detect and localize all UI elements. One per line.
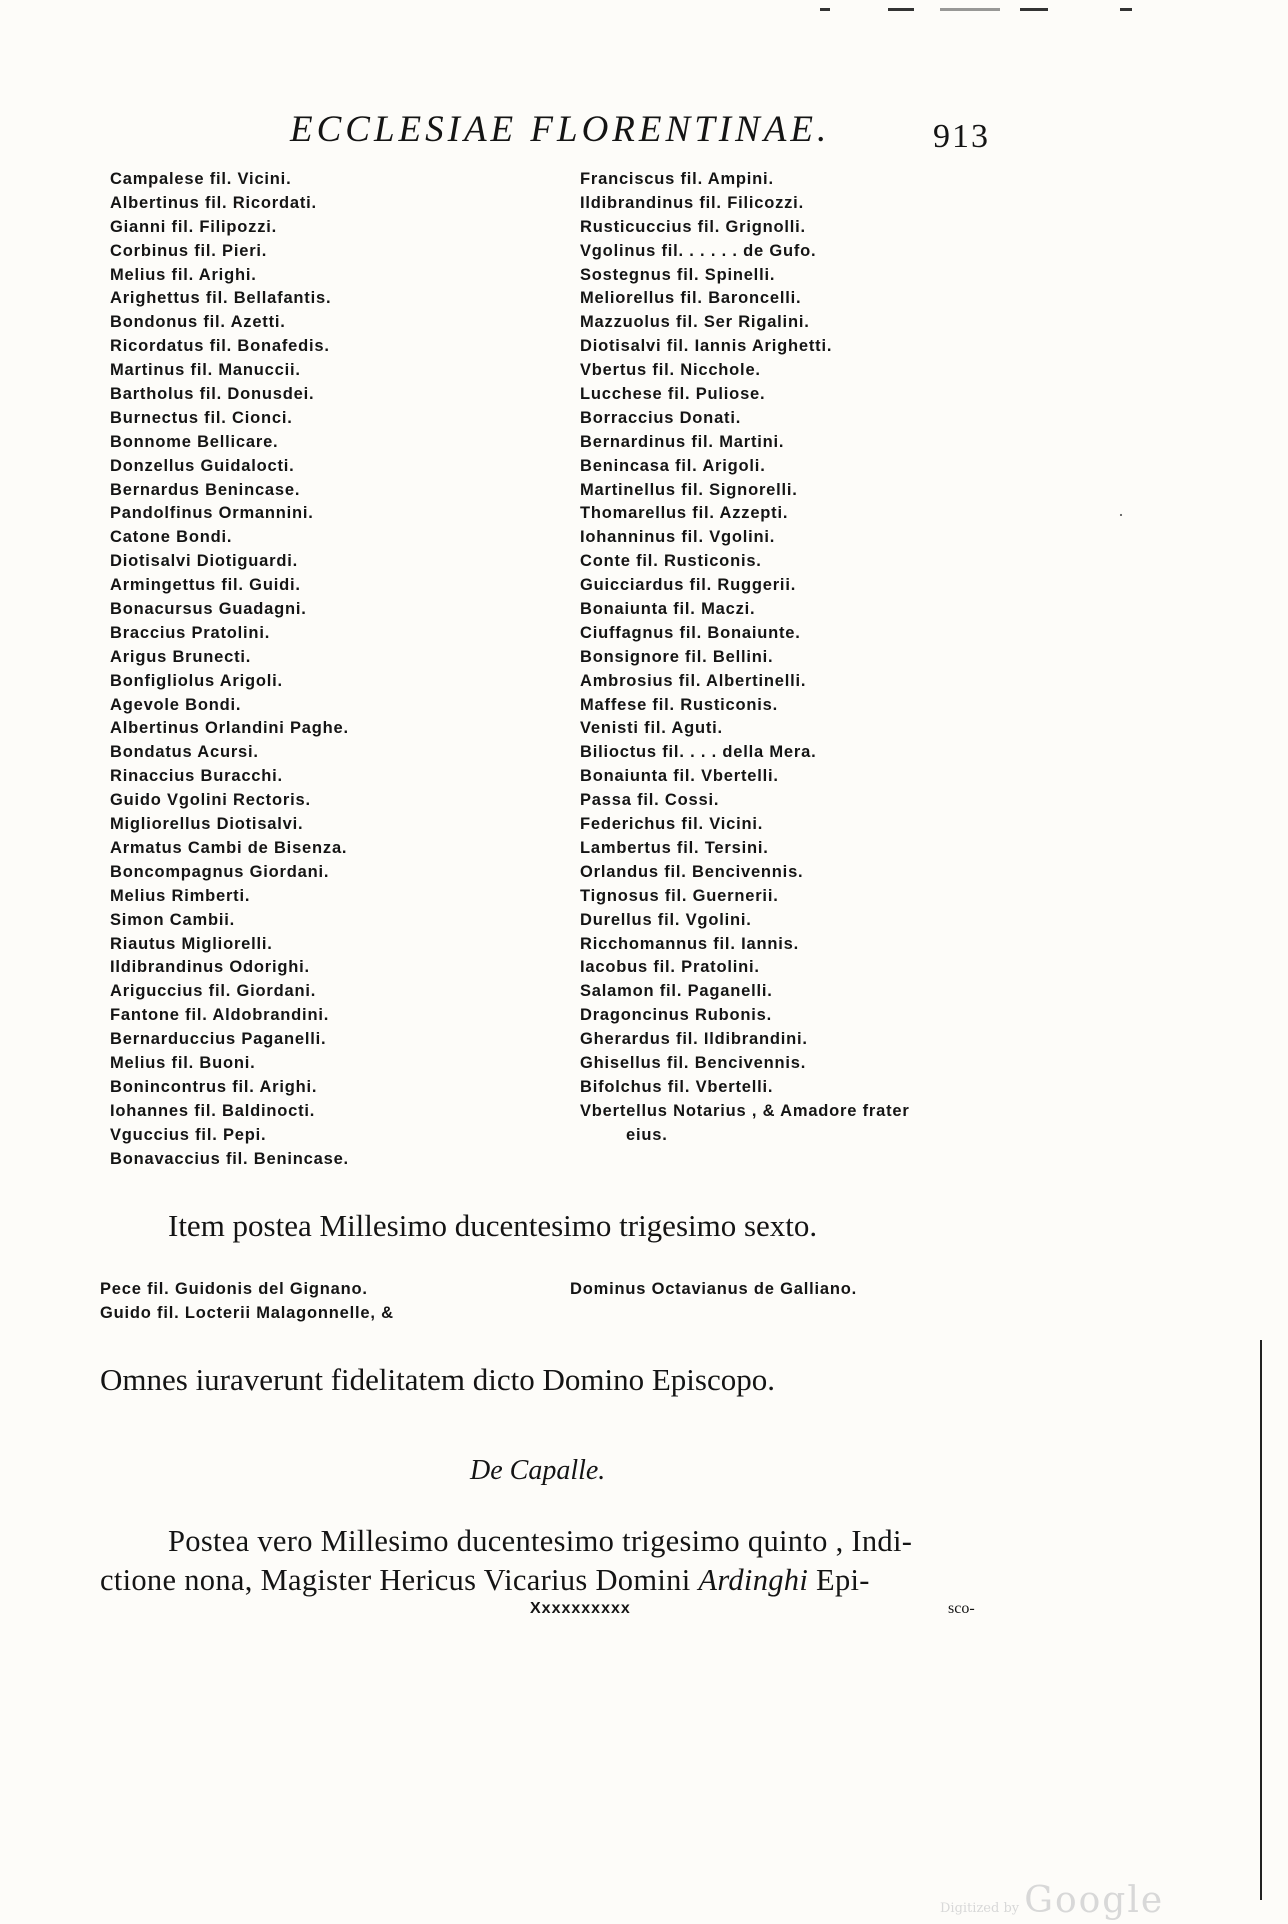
name-entry: Iohanninus fil. Vgolini.	[580, 528, 776, 547]
name-entry: Ricordatus fil. Bonafedis.	[110, 337, 330, 356]
name-entry: Ciuffagnus fil. Bonaiunte.	[580, 623, 801, 642]
name-entry: Melius fil. Buoni.	[110, 1053, 256, 1072]
name-entry: Salamon fil. Paganelli.	[580, 982, 773, 1001]
name-entry: Bondonus fil. Azetti.	[110, 313, 286, 332]
page-number: 913	[933, 118, 990, 155]
name-entry: Vgolinus fil. . . . . . de Gufo.	[580, 241, 817, 260]
section-title: De Capalle.	[470, 1455, 606, 1486]
name-entry: Bonaiunta fil. Maczi.	[580, 600, 756, 619]
name-entry: Durellus fil. Vgolini.	[580, 910, 752, 929]
name-entry: Simon Cambii.	[110, 910, 235, 929]
name-entry: Bonfigliolus Arigoli.	[110, 671, 283, 690]
name-entry: Passa fil. Cossi.	[580, 791, 720, 810]
name-entry: Ildibrandinus fil. Filicozzi.	[580, 193, 804, 212]
body-text-segment: Epi-	[808, 1563, 870, 1597]
name-entry: Sostegnus fil. Spinelli.	[580, 265, 776, 284]
name-entry: Bilioctus fil. . . . della Mera.	[580, 743, 817, 762]
name-entry: Migliorellus Diotisalvi.	[110, 815, 304, 834]
name-entry: Venisti fil. Aguti.	[580, 719, 723, 738]
name-entry: Guicciardus fil. Ruggerii.	[580, 576, 797, 595]
name-entry: Fantone fil. Aldobrandini.	[110, 1006, 330, 1025]
name-entry: Orlandus fil. Bencivennis.	[580, 862, 804, 881]
name-entry: Vguccius fil. Pepi.	[110, 1125, 267, 1144]
name-entry: Meliorellus fil. Baroncelli.	[580, 289, 802, 308]
additional-name: Dominus Octavianus de Galliano.	[570, 1280, 858, 1298]
name-entry: Bartholus fil. Donusdei.	[110, 385, 315, 404]
page-edge-line	[1260, 1340, 1262, 1900]
signature-mark: Xxxxxxxxxx	[530, 1600, 631, 1617]
name-entry: Bernarduccius Paganelli.	[110, 1030, 327, 1049]
name-entry: Thomarellus fil. Azzepti.	[580, 504, 789, 523]
name-entry: Lucchese fil. Puliose.	[580, 385, 766, 404]
name-entry: Ariguccius fil. Giordani.	[110, 982, 317, 1001]
name-entry: Pandolfinus Ormannini.	[110, 504, 314, 523]
name-entry: Ricchomannus fil. Iannis.	[580, 934, 799, 953]
left-name-column	[110, 168, 550, 1171]
name-entry: Melius fil. Arighi.	[110, 265, 257, 284]
name-entry: Burnectus fil. Cionci.	[110, 408, 293, 427]
name-entry: Rinaccius Buracchi.	[110, 767, 283, 786]
name-entry: Riautus Migliorelli.	[110, 934, 273, 953]
catchword: sco-	[948, 1600, 975, 1617]
name-entry: Mazzuolus fil. Ser Rigalini.	[580, 313, 810, 332]
name-entry: Federichus fil. Vicini.	[580, 815, 764, 834]
name-entry: Bernardus Benincase.	[110, 480, 301, 499]
name-entry: Martinellus fil. Signorelli.	[580, 480, 798, 499]
name-entry: Dragoncinus Rubonis.	[580, 1006, 773, 1025]
name-entry: Bifolchus fil. Vbertelli.	[580, 1077, 774, 1096]
name-entry: Rusticuccius fil. Grignolli.	[580, 217, 806, 236]
additional-name: Pece fil. Guidonis del Gignano.	[100, 1280, 368, 1298]
watermark-logo-text: Google	[1024, 1880, 1165, 1921]
name-entry: Bonsignore fil. Bellini.	[580, 647, 774, 666]
name-entry: Diotisalvi Diotiguardi.	[110, 552, 299, 571]
name-entry: Catone Bondi.	[110, 528, 233, 547]
name-entry: Arighettus fil. Bellafantis.	[110, 289, 332, 308]
name-entry: Boncompagnus Giordani.	[110, 862, 330, 881]
name-entry: Ghisellus fil. Bencivennis.	[580, 1053, 807, 1072]
name-entry: Bonacursus Guadagni.	[110, 600, 307, 619]
running-head	[290, 108, 1010, 158]
name-entry: Conte fil. Rusticonis.	[580, 552, 762, 571]
body-text-line: Postea vero Millesimo ducentesimo trigesimo quinto , Indi-	[168, 1524, 913, 1558]
name-entry: Campalese fil. Vicini.	[110, 170, 292, 188]
name-entry: Vbertellus Notarius , & Amadore frater	[580, 1101, 910, 1120]
name-entry: Gherardus fil. Ildibrandini.	[580, 1030, 808, 1049]
name-entry: Braccius Pratolini.	[110, 623, 271, 642]
body-text-line	[100, 1563, 1008, 1598]
digitized-watermark	[940, 1880, 1164, 1921]
name-entry: Maffese fil. Rusticonis.	[580, 695, 778, 714]
top-edge-marks	[820, 8, 1150, 14]
running-head-title: ECCLESIAE FLORENTINAE.	[290, 109, 831, 150]
name-entry: Martinus fil. Manuccii.	[110, 361, 301, 380]
name-entry: Agevole Bondi.	[110, 695, 242, 714]
name-entry: Iohannes fil. Baldinocti.	[110, 1101, 316, 1120]
right-name-column	[580, 168, 1010, 1148]
name-entry: Gianni fil. Filipozzi.	[110, 217, 278, 236]
name-entry: Armingettus fil. Guidi.	[110, 576, 301, 595]
name-entry: Vbertus fil. Nicchole.	[580, 361, 761, 380]
name-entry: Arigus Brunecti.	[110, 647, 252, 666]
name-entry: Guido Vgolini Rectoris.	[110, 791, 311, 810]
subheading-item-postea: Item postea Millesimo ducentesimo trigesimo sexto.	[168, 1208, 818, 1243]
name-entry: Benincasa fil. Arigoli.	[580, 456, 766, 475]
name-entry: Iacobus fil. Pratolini.	[580, 958, 760, 977]
name-entry: Bonavaccius fil. Benincase.	[110, 1149, 349, 1168]
body-text-italic-name: Ardinghi	[698, 1563, 809, 1597]
name-entry: Borraccius Donati.	[580, 408, 742, 427]
name-entry: Bernardinus fil. Martini.	[580, 432, 785, 451]
name-entry: Bonaiunta fil. Vbertelli.	[580, 767, 779, 786]
name-entry: Melius Rimberti.	[110, 886, 251, 905]
body-text-segment: ctione nona, Magister Hericus Vicarius Domini	[100, 1563, 699, 1597]
name-entry: Armatus Cambi de Bisenza.	[110, 838, 348, 857]
name-entry: Corbinus fil. Pieri.	[110, 241, 268, 260]
name-entry: eius.	[626, 1125, 668, 1144]
name-entry: Tignosus fil. Guernerii.	[580, 886, 779, 905]
additional-names	[100, 1280, 1000, 1340]
name-entry: Ildibrandinus Odorighi.	[110, 958, 310, 977]
name-entry: Ambrosius fil. Albertinelli.	[580, 671, 807, 690]
oath-statement: Omnes iuraverunt fidelitatem dicto Domino Episcopo.	[100, 1362, 775, 1397]
name-entry: Bonnome Bellicare.	[110, 432, 279, 451]
name-entry: Franciscus fil. Ampini.	[580, 170, 774, 188]
name-entry: Bonincontrus fil. Arighi.	[110, 1077, 318, 1096]
watermark-small-text: Digitized by	[940, 1901, 1020, 1916]
name-entry: Donzellus Guidalocti.	[110, 456, 295, 475]
margin-smudge: ·	[1118, 505, 1124, 525]
name-entry: Albertinus fil. Ricordati.	[110, 193, 317, 212]
name-entry: Diotisalvi fil. Iannis Arighetti.	[580, 337, 833, 356]
name-entry: Lambertus fil. Tersini.	[580, 838, 769, 857]
name-entry: Albertinus Orlandini Paghe.	[110, 719, 349, 738]
name-entry: Bondatus Acursi.	[110, 743, 259, 762]
additional-name: Guido fil. Locterii Malagonnelle, &	[100, 1304, 394, 1322]
